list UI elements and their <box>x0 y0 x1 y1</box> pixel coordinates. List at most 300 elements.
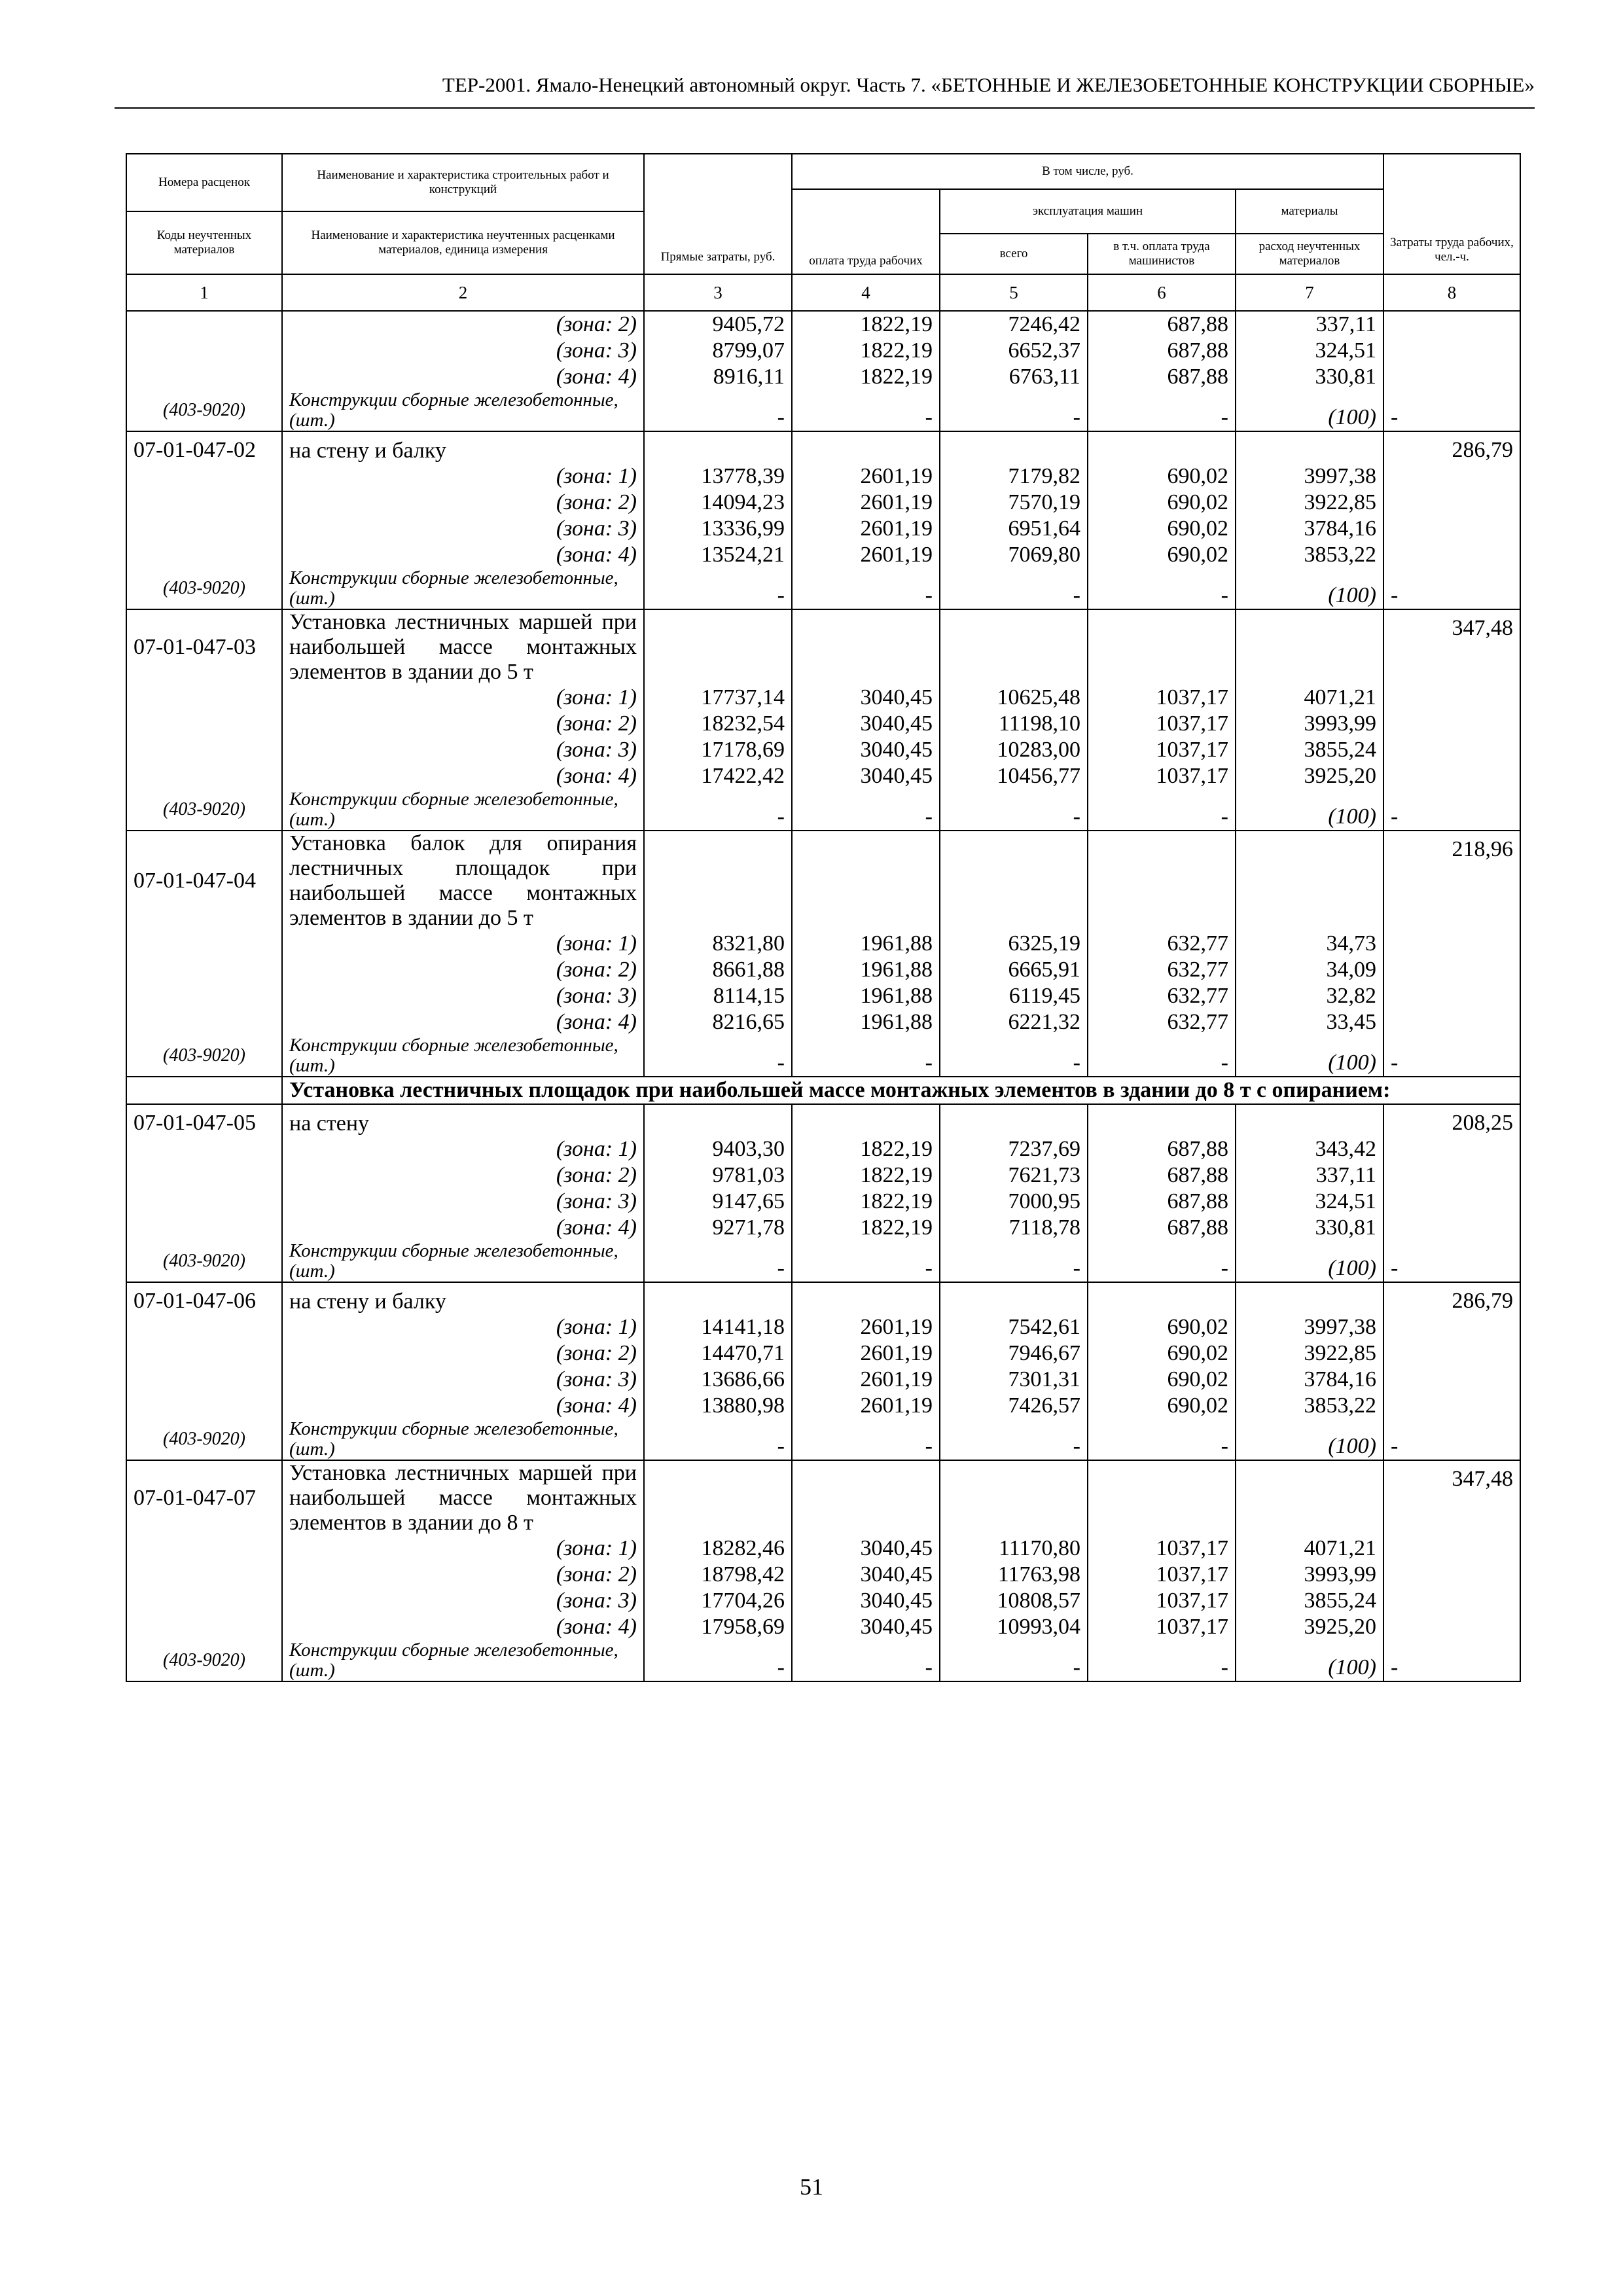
wages-cost: 3040,45 <box>792 1535 940 1562</box>
empty-cell <box>126 1562 282 1588</box>
material-operators: - <box>1088 1241 1236 1282</box>
rate-code: 07-01-047-05 <box>126 1104 282 1136</box>
zone-label: (зона: 2) <box>282 490 644 516</box>
material-labor: - <box>1383 1035 1520 1077</box>
material-code: (403-9020) <box>126 1035 282 1077</box>
zone-label: (зона: 2) <box>282 1340 644 1367</box>
zone-label: (зона: 4) <box>282 364 644 390</box>
zone-row <box>126 338 1520 364</box>
material-operators: - <box>1088 390 1236 431</box>
operators-cost: 1037,17 <box>1088 763 1236 789</box>
material-quantity: (100) <box>1236 1640 1383 1681</box>
header-machines: эксплуатация машин <box>940 189 1236 234</box>
material-row <box>126 1640 1520 1681</box>
entry-title-row <box>126 1104 1520 1136</box>
empty-cell <box>126 1077 282 1104</box>
materials-cost: 4071,21 <box>1236 685 1383 711</box>
zone-label: (зона: 4) <box>282 1215 644 1241</box>
material-row <box>126 1035 1520 1077</box>
zone-label: (зона: 4) <box>282 763 644 789</box>
material-wages: - <box>792 1419 940 1460</box>
header-col6: в т.ч. оплата труда машинистов <box>1088 234 1236 274</box>
wages-cost: 1822,19 <box>792 1215 940 1241</box>
column-number: 3 <box>644 274 792 311</box>
column-number: 2 <box>282 274 644 311</box>
empty-cell <box>940 831 1088 931</box>
empty-cell <box>1383 983 1520 1009</box>
direct-cost: 14470,71 <box>644 1340 792 1367</box>
zone-row <box>126 364 1520 390</box>
operators-cost: 1037,17 <box>1088 1614 1236 1640</box>
operators-cost: 690,02 <box>1088 516 1236 542</box>
material-code: (403-9020) <box>126 1241 282 1282</box>
empty-cell <box>1383 1314 1520 1340</box>
labor-cost: 208,25 <box>1383 1104 1520 1136</box>
running-header <box>115 71 1535 109</box>
empty-cell <box>940 1104 1088 1136</box>
empty-cell <box>126 1314 282 1340</box>
labor-cost: 347,48 <box>1383 1460 1520 1535</box>
column-number: 6 <box>1088 274 1236 311</box>
direct-cost: 17704,26 <box>644 1588 792 1614</box>
zone-row <box>126 711 1520 737</box>
rate-code: 07-01-047-04 <box>126 831 282 931</box>
zone-row <box>126 1136 1520 1162</box>
empty-cell <box>1383 542 1520 568</box>
empty-cell <box>940 431 1088 463</box>
direct-cost: 13524,21 <box>644 542 792 568</box>
empty-cell <box>126 1189 282 1215</box>
empty-cell <box>1383 1562 1520 1588</box>
header-col4: оплата труда рабочих <box>792 189 940 274</box>
materials-cost: 3784,16 <box>1236 516 1383 542</box>
header-col1-top: Номера расценок <box>126 154 282 211</box>
wages-cost: 3040,45 <box>792 711 940 737</box>
wages-cost: 2601,19 <box>792 1367 940 1393</box>
zone-row <box>126 1367 1520 1393</box>
material-labor: - <box>1383 1241 1520 1282</box>
zone-row <box>126 1314 1520 1340</box>
materials-cost: 4071,21 <box>1236 1535 1383 1562</box>
zone-row <box>126 1189 1520 1215</box>
material-name: Конструкции сборные железобетонные, (шт.) <box>282 568 644 609</box>
empty-cell <box>126 1136 282 1162</box>
empty-cell <box>644 1104 792 1136</box>
direct-cost: 13880,98 <box>644 1393 792 1419</box>
direct-cost: 14094,23 <box>644 490 792 516</box>
empty-cell <box>644 431 792 463</box>
material-machines: - <box>940 1241 1088 1282</box>
empty-cell <box>1236 609 1383 685</box>
zone-row <box>126 1162 1520 1189</box>
direct-cost: 8321,80 <box>644 931 792 957</box>
header-col7: расход неучтенных материалов <box>1236 234 1383 274</box>
operators-cost: 632,77 <box>1088 983 1236 1009</box>
header-col5: всего <box>940 234 1088 274</box>
materials-cost: 3855,24 <box>1236 1588 1383 1614</box>
material-labor: - <box>1383 390 1520 431</box>
direct-cost: 9403,30 <box>644 1136 792 1162</box>
direct-cost: 18282,46 <box>644 1535 792 1562</box>
materials-cost: 3925,20 <box>1236 1614 1383 1640</box>
machines-cost: 10808,57 <box>940 1588 1088 1614</box>
material-wages: - <box>792 1241 940 1282</box>
material-machines: - <box>940 1419 1088 1460</box>
empty-cell <box>940 1460 1088 1535</box>
empty-cell <box>126 1340 282 1367</box>
work-title: на стену <box>282 1104 644 1136</box>
material-row <box>126 568 1520 609</box>
entry-title-row <box>126 609 1520 685</box>
empty-cell <box>1383 1189 1520 1215</box>
material-machines: - <box>940 390 1088 431</box>
wages-cost: 2601,19 <box>792 1340 940 1367</box>
direct-cost: 8114,15 <box>644 983 792 1009</box>
operators-cost: 632,77 <box>1088 957 1236 983</box>
materials-cost: 3993,99 <box>1236 711 1383 737</box>
labor-cost: 286,79 <box>1383 431 1520 463</box>
section-title: Установка лестничных площадок при наибольшей массе монтажных элементов в здании до 8 т с опиранием: <box>282 1077 1520 1104</box>
materials-cost: 3925,20 <box>1236 763 1383 789</box>
table-body <box>126 311 1520 1681</box>
machines-cost: 11170,80 <box>940 1535 1088 1562</box>
empty-cell <box>1088 1460 1236 1535</box>
machines-cost: 10456,77 <box>940 763 1088 789</box>
material-labor: - <box>1383 1419 1520 1460</box>
operators-cost: 687,88 <box>1088 338 1236 364</box>
header-col3: Прямые затраты, руб. <box>644 154 792 274</box>
direct-cost: 8799,07 <box>644 338 792 364</box>
zone-label: (зона: 4) <box>282 1614 644 1640</box>
zone-row <box>126 490 1520 516</box>
zone-row <box>126 1562 1520 1588</box>
wages-cost: 2601,19 <box>792 1314 940 1340</box>
empty-cell <box>644 1282 792 1314</box>
materials-cost: 330,81 <box>1236 1215 1383 1241</box>
operators-cost: 632,77 <box>1088 1009 1236 1035</box>
column-numbers <box>126 274 1520 311</box>
zone-row <box>126 763 1520 789</box>
materials-cost: 324,51 <box>1236 338 1383 364</box>
empty-cell <box>126 1009 282 1035</box>
materials-cost: 3853,22 <box>1236 542 1383 568</box>
machines-cost: 7570,19 <box>940 490 1088 516</box>
empty-cell <box>126 1215 282 1241</box>
empty-cell <box>1383 1136 1520 1162</box>
zone-row <box>126 1340 1520 1367</box>
zone-label: (зона: 3) <box>282 1189 644 1215</box>
empty-cell <box>126 711 282 737</box>
empty-cell <box>126 1588 282 1614</box>
machines-cost: 7542,61 <box>940 1314 1088 1340</box>
direct-cost: 13336,99 <box>644 516 792 542</box>
direct-cost: 17958,69 <box>644 1614 792 1640</box>
wages-cost: 3040,45 <box>792 685 940 711</box>
empty-cell <box>792 1282 940 1314</box>
operators-cost: 690,02 <box>1088 542 1236 568</box>
wages-cost: 1822,19 <box>792 1162 940 1189</box>
operators-cost: 1037,17 <box>1088 1562 1236 1588</box>
material-machines: - <box>940 568 1088 609</box>
material-wages: - <box>792 1035 940 1077</box>
empty-cell <box>1236 1282 1383 1314</box>
material-machines: - <box>940 789 1088 831</box>
empty-cell <box>792 609 940 685</box>
zone-label: (зона: 3) <box>282 1367 644 1393</box>
header-col1-bottom: Коды неучтенных материалов <box>126 211 282 274</box>
empty-cell <box>1383 463 1520 490</box>
empty-cell <box>1383 1588 1520 1614</box>
zone-row <box>126 957 1520 983</box>
zone-label: (зона: 2) <box>282 1562 644 1588</box>
empty-cell <box>126 957 282 983</box>
material-name: Конструкции сборные железобетонные, (шт.) <box>282 1419 644 1460</box>
machines-cost: 7426,57 <box>940 1393 1088 1419</box>
entry-title-row <box>126 1282 1520 1314</box>
materials-cost: 324,51 <box>1236 1189 1383 1215</box>
material-name: Конструкции сборные железобетонные, (шт.) <box>282 1640 644 1681</box>
materials-cost: 3853,22 <box>1236 1393 1383 1419</box>
labor-cost: 347,48 <box>1383 609 1520 685</box>
header-col2-top: Наименование и характеристика строительных работ и конструкций <box>282 154 644 211</box>
zone-row <box>126 1535 1520 1562</box>
wages-cost: 2601,19 <box>792 463 940 490</box>
material-direct: - <box>644 568 792 609</box>
material-operators: - <box>1088 568 1236 609</box>
material-labor: - <box>1383 1640 1520 1681</box>
zone-label: (зона: 2) <box>282 711 644 737</box>
material-direct: - <box>644 1419 792 1460</box>
material-wages: - <box>792 568 940 609</box>
material-direct: - <box>644 390 792 431</box>
work-title: Установка лестничных маршей при наибольшей массе монтажных элементов в здании до 8 т <box>282 1460 644 1535</box>
empty-cell <box>1236 1104 1383 1136</box>
material-wages: - <box>792 789 940 831</box>
header-group: В том числе, руб. <box>792 154 1383 189</box>
empty-cell <box>940 1282 1088 1314</box>
empty-cell <box>792 1104 940 1136</box>
materials-cost: 330,81 <box>1236 364 1383 390</box>
empty-cell <box>126 311 282 338</box>
material-labor: - <box>1383 789 1520 831</box>
materials-cost: 3997,38 <box>1236 1314 1383 1340</box>
direct-cost: 9147,65 <box>644 1189 792 1215</box>
empty-cell <box>1236 831 1383 931</box>
empty-cell <box>1383 1162 1520 1189</box>
column-number: 4 <box>792 274 940 311</box>
operators-cost: 690,02 <box>1088 1393 1236 1419</box>
machines-cost: 11198,10 <box>940 711 1088 737</box>
direct-cost: 8216,65 <box>644 1009 792 1035</box>
zone-row <box>126 542 1520 568</box>
empty-cell <box>1383 338 1520 364</box>
column-number: 5 <box>940 274 1088 311</box>
wages-cost: 3040,45 <box>792 1588 940 1614</box>
page-number: 51 <box>800 2174 823 2200</box>
empty-cell <box>126 931 282 957</box>
empty-cell <box>644 1460 792 1535</box>
materials-cost: 33,45 <box>1236 1009 1383 1035</box>
empty-cell <box>792 431 940 463</box>
material-wages: - <box>792 1640 940 1681</box>
wages-cost: 1961,88 <box>792 1009 940 1035</box>
zone-row <box>126 311 1520 338</box>
empty-cell <box>126 364 282 390</box>
work-title: Установка балок для опирания лестничных площадок при наибольшей массе монтажных элементов в здании до 5 т <box>282 831 644 931</box>
machines-cost: 10625,48 <box>940 685 1088 711</box>
zone-row <box>126 983 1520 1009</box>
operators-cost: 687,88 <box>1088 311 1236 338</box>
operators-cost: 1037,17 <box>1088 1535 1236 1562</box>
machines-cost: 6665,91 <box>940 957 1088 983</box>
section-row <box>126 1077 1520 1104</box>
material-code: (403-9020) <box>126 789 282 831</box>
empty-cell <box>126 516 282 542</box>
empty-cell <box>126 490 282 516</box>
empty-cell <box>1383 1367 1520 1393</box>
empty-cell <box>126 1614 282 1640</box>
wages-cost: 3040,45 <box>792 763 940 789</box>
material-direct: - <box>644 1241 792 1282</box>
labor-cost: 286,79 <box>1383 1282 1520 1314</box>
work-title: Установка лестничных маршей при наибольшей массе монтажных элементов в здании до 5 т <box>282 609 644 685</box>
empty-cell <box>1383 490 1520 516</box>
wages-cost: 3040,45 <box>792 737 940 763</box>
empty-cell <box>644 831 792 931</box>
wages-cost: 1822,19 <box>792 338 940 364</box>
material-row <box>126 390 1520 431</box>
material-quantity: (100) <box>1236 1035 1383 1077</box>
empty-cell <box>126 1162 282 1189</box>
zone-row <box>126 1009 1520 1035</box>
empty-cell <box>1383 957 1520 983</box>
material-name: Конструкции сборные железобетонные, (шт.) <box>282 390 644 431</box>
materials-cost: 32,82 <box>1236 983 1383 1009</box>
header-title: ТЕР-2001. Ямало-Ненецкий автономный округ. Часть 7. «БЕТОННЫЕ И ЖЕЛЕЗОБЕТОННЫЕ КОНСТРУКЦИИ СБОРНЫЕ» <box>442 73 1535 96</box>
empty-cell <box>1383 737 1520 763</box>
direct-cost: 14141,18 <box>644 1314 792 1340</box>
operators-cost: 690,02 <box>1088 1314 1236 1340</box>
empty-cell <box>126 1367 282 1393</box>
empty-cell <box>1383 1393 1520 1419</box>
zone-label: (зона: 1) <box>282 1535 644 1562</box>
empty-cell <box>126 463 282 490</box>
operators-cost: 1037,17 <box>1088 711 1236 737</box>
zone-row <box>126 685 1520 711</box>
material-quantity: (100) <box>1236 1419 1383 1460</box>
empty-cell <box>1383 711 1520 737</box>
material-name: Конструкции сборные железобетонные, (шт.) <box>282 1241 644 1282</box>
work-title: на стену и балку <box>282 1282 644 1314</box>
zone-label: (зона: 4) <box>282 1009 644 1035</box>
empty-cell <box>126 763 282 789</box>
empty-cell <box>126 737 282 763</box>
column-number: 1 <box>126 274 282 311</box>
wages-cost: 1961,88 <box>792 983 940 1009</box>
wages-cost: 1822,19 <box>792 1136 940 1162</box>
work-title: на стену и балку <box>282 431 644 463</box>
direct-cost: 9271,78 <box>644 1215 792 1241</box>
entry-title-row <box>126 431 1520 463</box>
machines-cost: 6951,64 <box>940 516 1088 542</box>
entry-title-row <box>126 1460 1520 1535</box>
empty-cell <box>1383 931 1520 957</box>
empty-cell <box>126 542 282 568</box>
materials-cost: 3784,16 <box>1236 1367 1383 1393</box>
machines-cost: 6221,32 <box>940 1009 1088 1035</box>
zone-label: (зона: 3) <box>282 1588 644 1614</box>
machines-cost: 6325,19 <box>940 931 1088 957</box>
zone-label: (зона: 4) <box>282 542 644 568</box>
zone-row <box>126 1588 1520 1614</box>
zone-label: (зона: 1) <box>282 1314 644 1340</box>
operators-cost: 690,02 <box>1088 1367 1236 1393</box>
empty-cell <box>126 1535 282 1562</box>
zone-row <box>126 931 1520 957</box>
machines-cost: 7179,82 <box>940 463 1088 490</box>
material-quantity: (100) <box>1236 390 1383 431</box>
machines-cost: 10283,00 <box>940 737 1088 763</box>
empty-cell <box>1383 1009 1520 1035</box>
direct-cost: 8916,11 <box>644 364 792 390</box>
material-direct: - <box>644 1640 792 1681</box>
zone-label: (зона: 1) <box>282 685 644 711</box>
table-header <box>126 154 1520 311</box>
material-name: Конструкции сборные железобетонные, (шт.) <box>282 1035 644 1077</box>
column-number: 7 <box>1236 274 1383 311</box>
machines-cost: 6763,11 <box>940 364 1088 390</box>
material-code: (403-9020) <box>126 390 282 431</box>
material-row <box>126 789 1520 831</box>
material-name: Конструкции сборные железобетонные, (шт.) <box>282 789 644 831</box>
direct-cost: 18232,54 <box>644 711 792 737</box>
material-code: (403-9020) <box>126 1640 282 1681</box>
direct-cost: 18798,42 <box>644 1562 792 1588</box>
header-col8: Затраты труда рабочих, чел.-ч. <box>1383 154 1520 274</box>
operators-cost: 687,88 <box>1088 1189 1236 1215</box>
machines-cost: 10993,04 <box>940 1614 1088 1640</box>
direct-cost: 17737,14 <box>644 685 792 711</box>
empty-cell <box>1383 1215 1520 1241</box>
empty-cell <box>792 831 940 931</box>
operators-cost: 687,88 <box>1088 1162 1236 1189</box>
empty-cell <box>940 609 1088 685</box>
empty-cell <box>1383 763 1520 789</box>
labor-cost: 218,96 <box>1383 831 1520 931</box>
zone-row <box>126 516 1520 542</box>
empty-cell <box>1383 1340 1520 1367</box>
wages-cost: 1961,88 <box>792 957 940 983</box>
material-code: (403-9020) <box>126 568 282 609</box>
material-labor: - <box>1383 568 1520 609</box>
direct-cost: 8661,88 <box>644 957 792 983</box>
material-quantity: (100) <box>1236 1241 1383 1282</box>
empty-cell <box>1383 1535 1520 1562</box>
zone-row <box>126 1393 1520 1419</box>
materials-cost: 3922,85 <box>1236 490 1383 516</box>
wages-cost: 1961,88 <box>792 931 940 957</box>
wages-cost: 1822,19 <box>792 311 940 338</box>
empty-cell <box>126 1393 282 1419</box>
zone-label: (зона: 1) <box>282 931 644 957</box>
material-code: (403-9020) <box>126 1419 282 1460</box>
wages-cost: 2601,19 <box>792 542 940 568</box>
entry-title-row <box>126 831 1520 931</box>
material-operators: - <box>1088 1419 1236 1460</box>
zone-label: (зона: 1) <box>282 1136 644 1162</box>
empty-cell <box>1236 431 1383 463</box>
header-materials: материалы <box>1236 189 1383 234</box>
